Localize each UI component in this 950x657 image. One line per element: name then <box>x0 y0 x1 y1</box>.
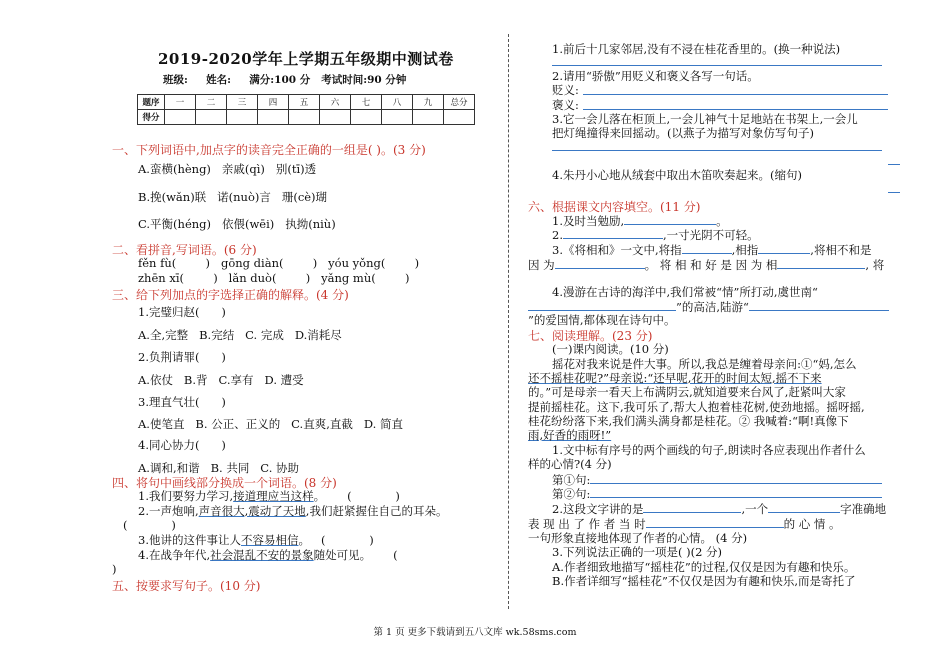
s6-question-3-line-2 <box>528 257 884 272</box>
s5-question-1: 1.前后十几家邻居,没有不浸在桂花香里的。(换一种说法) <box>552 42 841 56</box>
score-cell[interactable] <box>444 110 475 125</box>
s3-question-2-options: A.依仗 B.背 C.享有 D. 遭受 <box>138 373 304 387</box>
s7-q2-text-a: 2.这段文字讲的是 <box>552 502 644 516</box>
section-2-heading: 二、看拼音,写词语。(6 分) <box>112 243 257 257</box>
s3-question-4-options: A.调和,和谐 B. 共同 C. 协助 <box>138 461 300 475</box>
s7-q2-text-e: 的 心 情 。 <box>783 517 841 531</box>
score-table <box>137 94 475 125</box>
s4-q3-text: 3.他讲的这件事让人 <box>138 533 241 547</box>
score-cell[interactable] <box>413 110 444 125</box>
score-header-cell: 一 <box>165 95 196 110</box>
score-header-cell: 六 <box>320 95 351 110</box>
fill-blank[interactable] <box>777 257 865 269</box>
s7-question-2-line-2 <box>528 516 841 531</box>
s4-q4-answer: 随处可见。 ( <box>313 548 398 562</box>
s6-question-4-line-2 <box>528 299 889 314</box>
score-header-cell: 二 <box>196 95 227 110</box>
score-header-cell: 八 <box>382 95 413 110</box>
passage-line: 的。”可是母亲一看天上布满阴云,就知道要来台风了,赶紧叫大家 <box>528 385 846 399</box>
s7-q1-label-2: 第②句: <box>552 487 591 501</box>
score-cell[interactable] <box>227 110 258 125</box>
score-header-cell: 四 <box>258 95 289 110</box>
s6-question-1 <box>552 213 728 228</box>
s3-question-1-options: A.全,完整 B.完结 C. 完成 D.消耗尽 <box>138 328 342 342</box>
section-5-heading: 五、按要求写句子。(10 分) <box>112 579 261 593</box>
answer-line[interactable] <box>888 164 900 165</box>
s7-q1-label-1: 第①句: <box>552 473 591 487</box>
s1-option-b: B.挽(wǎn)联 诺(nuò)言 珊(cè)瑚 <box>138 190 328 204</box>
page-footer: 第 1 页 更多下载请到五八文库 wk.58sms.com <box>373 627 577 638</box>
answer-line[interactable] <box>552 150 882 151</box>
s6-q1-end: 。 <box>716 214 728 228</box>
s5-q2-commendatory-label: 褒义: <box>552 98 579 112</box>
score-table-score-row <box>138 110 475 125</box>
s4-question-1 <box>138 489 400 503</box>
s4-q2-text: 2.一声炮响, <box>138 504 199 518</box>
s4-q3-underlined: 不容易相信 <box>240 533 299 547</box>
section-4-heading: 四、将句中画线部分换成一个词语。(8 分) <box>112 476 337 490</box>
s7-q1-sentence-1 <box>552 472 882 487</box>
fill-blank[interactable] <box>590 472 882 484</box>
s7-question-2-line-3: 一句形象直接地体现了作者的心情。 (4 分) <box>528 531 748 545</box>
s3-question-3: 3.理直气壮( ) <box>138 395 226 409</box>
passage-line <box>528 428 611 442</box>
s4-q3-answer: 。 ( ) <box>298 533 374 547</box>
s7-question-1: 1.文中标有序号的两个画线的句子,朗读时各应表现出作者什么 <box>552 443 866 457</box>
fill-blank[interactable] <box>563 227 663 239</box>
answer-line[interactable] <box>583 109 888 110</box>
passage-text: 摇花对我来说是件大事。所以,我总是缠着母亲问:①“妈,怎么 <box>552 357 857 371</box>
s3-question-2: 2.负荆请罪( ) <box>138 350 226 364</box>
s1-option-c: C.平衡(héng) 依偎(wēi) 执拗(niù) <box>138 217 336 231</box>
fill-blank[interactable] <box>624 213 716 225</box>
fill-blank[interactable] <box>768 501 840 513</box>
score-table-header-row <box>138 95 475 110</box>
passage-line: 提前摇桂花。这下,我可乐了,帮大人抱着桂花树,使劲地摇。摇呀摇, <box>528 400 865 414</box>
fill-blank[interactable] <box>749 299 889 311</box>
s7-question-3: 3.下列说法正确的一项是( )(2 分) <box>552 545 723 559</box>
answer-line[interactable] <box>888 192 900 193</box>
s4-q1-answer: 。 ( ) <box>313 489 400 503</box>
s6-q4-text-b: ”的高洁,陆游“ <box>676 300 749 314</box>
passage-text: 雨,好香的雨呀!” <box>528 428 612 442</box>
s6-question-3 <box>552 242 871 257</box>
score-cell[interactable] <box>196 110 227 125</box>
s5-question-3-line-1: 3.它一会儿落在柜顶上,一会儿神气十足地站在书架上,一会儿 <box>552 112 858 126</box>
score-cell[interactable] <box>351 110 382 125</box>
column-divider <box>508 34 509 609</box>
s4-q1-text: 1.我们要努力学习, <box>138 489 234 503</box>
s3-question-3-options: A.使笔直 B. 公正、正义的 C.直爽,直截 D. 简直 <box>138 417 403 431</box>
s6-question-2 <box>552 227 759 242</box>
s4-q2-underlined: 声音很大,震动了天地 <box>198 504 306 518</box>
score-cell[interactable] <box>165 110 196 125</box>
score-cell[interactable] <box>320 110 351 125</box>
passage-text: 桂花纷纷落下来,我们满头满身都是桂花。② 我喊着:“啊!真像下 <box>528 414 849 428</box>
s7-subheading: (一)课内阅读。(10 分) <box>552 342 669 356</box>
answer-line[interactable] <box>552 65 882 66</box>
s4-q2-text-end: ,我们赶紧握住自己的耳朵。 <box>305 504 448 518</box>
fill-blank[interactable] <box>646 516 784 528</box>
s7-q2-text-d: 表 现 出 了 作 者 当 时 <box>528 517 646 531</box>
section-6-heading: 六、根据课文内容填空。(11 分) <box>528 200 701 214</box>
score-header-cell: 总分 <box>444 95 475 110</box>
fill-blank[interactable] <box>643 501 741 513</box>
s4-q4-text: 4.在战争年代, <box>138 548 211 562</box>
s6-q3-text-c: ,将相不和是 <box>810 243 872 257</box>
s6-q3-text-f: , 将 <box>865 258 885 272</box>
s2-pinyin-line-2: zhēn xī( ) lǎn duò( ) yǎng mù( ) <box>138 271 410 285</box>
passage-text: 还不摇桂花呢?”母亲说:“还早呢,花开的时间太短,摇不下来 <box>528 371 822 385</box>
fill-blank[interactable] <box>555 257 645 269</box>
s4-q1-underlined: 接道理应当这样 <box>233 489 314 503</box>
s6-q3-text-a: 3.《将相和》一文中,将指 <box>552 243 682 257</box>
s6-q2-text: ,一寸光阴不可轻。 <box>662 228 759 242</box>
answer-line[interactable] <box>583 94 888 95</box>
s2-pinyin-line-1: fěn fù( ) gōng diàn( ) yóu yǒng( ) <box>138 256 420 270</box>
score-header-cell: 九 <box>413 95 444 110</box>
score-cell[interactable] <box>289 110 320 125</box>
score-cell[interactable] <box>382 110 413 125</box>
section-3-heading: 三、给下列加点的字选择正确的解释。(4 分) <box>112 288 349 302</box>
s6-q1-text: 1.及时当勉励, <box>552 214 625 228</box>
s7-q3-option-b: B.作者详细写“摇桂花”不仅仅是因为有趣和快乐,而是寄托了 <box>552 574 856 588</box>
s6-q3-text-d: 因 为 <box>528 258 555 272</box>
s5-question-3-line-2: 把灯绳撞得来回摇动。(以燕子为描写对象仿写句子) <box>552 126 814 140</box>
score-cell[interactable] <box>258 110 289 125</box>
fill-blank[interactable] <box>682 242 732 254</box>
s3-question-4: 4.同心协力( ) <box>138 438 226 452</box>
score-row-label: 得分 <box>138 110 165 125</box>
score-header-cell: 七 <box>351 95 382 110</box>
s6-question-4: 4.漫游在古诗的海洋中,我们常被“情”所打动,虞世南“ <box>552 285 818 299</box>
section-7-heading: 七、阅读理解。(23 分) <box>528 329 653 343</box>
s7-question-1-line-2: 样的心情?(4 分) <box>528 457 612 471</box>
score-header-cell: 三 <box>227 95 258 110</box>
score-header-cell: 五 <box>289 95 320 110</box>
passage-line <box>552 357 857 371</box>
s4-question-4 <box>138 548 398 562</box>
s6-q3-text-b: ,相指 <box>731 243 759 257</box>
s6-question-4-line-3: ”的爱国情,都体现在诗句中。 <box>528 313 676 327</box>
s7-q2-text-b: ,一个 <box>741 502 769 516</box>
s4-q2-answer: ( ) <box>123 518 176 532</box>
s7-question-2 <box>552 501 886 516</box>
exam-info: 班级: 姓名: 满分:100 分 考试时间:90 分钟 <box>163 74 407 86</box>
passage-line <box>528 371 822 385</box>
fill-blank[interactable] <box>590 486 882 498</box>
s6-q2-number: 2. <box>552 228 563 242</box>
passage-line <box>528 414 849 428</box>
s6-q3-text-e: 。 将 相 和 好 是 因 为 相 <box>644 258 778 272</box>
s7-q1-sentence-2 <box>552 486 882 501</box>
fill-blank[interactable] <box>758 242 810 254</box>
s3-question-1: 1.完璧归赵( ) <box>138 305 226 319</box>
s4-q4-underlined: 社会混乱不安的景象 <box>210 548 314 562</box>
fill-blank[interactable] <box>528 299 676 311</box>
section-1-heading: 一、下列词语中,加点字的读音完全正确的一组是( )。(3 分) <box>112 143 426 157</box>
s5-question-4: 4.朱丹小心地从绒套中取出木笛吹奏起来。(缩句) <box>552 168 802 182</box>
s7-q3-option-a: A.作者细致地描写“摇桂花”的过程,仅仅是因为有趣和快乐。 <box>552 560 856 574</box>
s4-q4-answer-close: ) <box>112 562 117 576</box>
s4-question-3 <box>138 533 374 547</box>
score-header-cell: 题序 <box>138 95 165 110</box>
s5-question-2: 2.请用“骄傲”用贬义和褒义各写一句话。 <box>552 69 759 83</box>
page-title: 2019-2020学年上学期五年级期中测试卷 <box>158 50 454 68</box>
s1-option-a: A.蛮横(hèng) 亲戚(qì) 别(tī)透 <box>138 162 317 176</box>
s7-q2-text-c: 字准确地 <box>840 502 887 516</box>
s4-question-2 <box>138 504 447 518</box>
s5-q2-derogatory-label: 贬义: <box>552 83 579 97</box>
